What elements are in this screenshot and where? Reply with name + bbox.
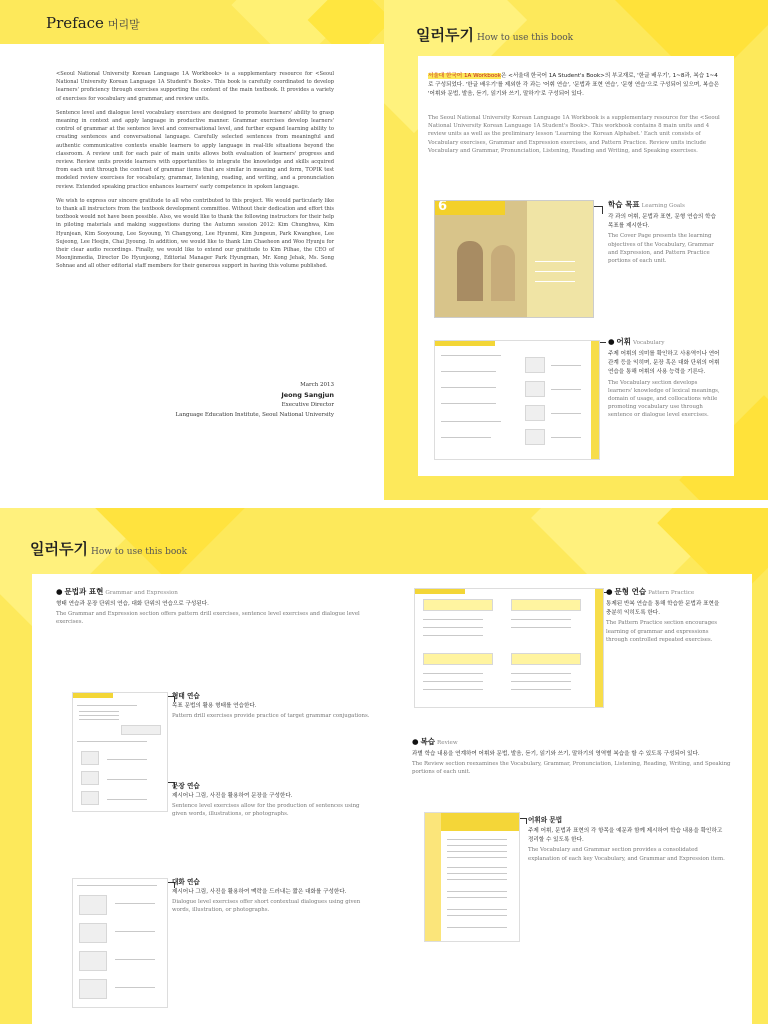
vocabulary-en: The Vocabulary section develops learners' knowledge of lexical meanings, domain of usage, and collocations while promoting vocabulary use through sentence or dialogue level exercises. xyxy=(608,379,720,419)
dialogue-heading: 대화 연습 xyxy=(172,878,200,886)
preface-date: March 2013 xyxy=(300,382,334,388)
vocab-grammar-en: The Vocabulary and Grammar section provides a consolidated explanation of each key Vocabulary, and Grammar and Expression item. xyxy=(528,847,725,862)
pattern-practice-section xyxy=(606,586,726,644)
bullet-icon: ● xyxy=(412,737,419,746)
pattern-heading xyxy=(606,586,726,597)
top-spread xyxy=(0,0,768,500)
preface-paragraph: Sentence level and dialogue level vocabulary exercises are designed to promote learners' ability to grasp meaning in context and apply language in productive manner. Grammar exercises develop learners' control of grammar at the sentence level and conversational level, and further expand learning ability to creating sentences and conversational language. Carefully selected sentences from meaningful and authentic communicative contexts enable learners to apply language in real-life situations beyond the classroom. A review unit for each pair of main units allows both evaluation of learners' progress and review. Review units provide learners with opportunities to integrate the knowledge and skills acquired from each unit through the contrast of grammar items that are similar in meaning and form, TOPIK test modeled review exercises for vocabulary, grammar, listening, reading, and writing, and a pronunciation review. Extended speaking practice enhances learners' early competence in spoken language. xyxy=(56,109,334,190)
form-practice xyxy=(172,690,372,720)
vocab-grammar-heading: 어휘와 문법 xyxy=(528,816,563,824)
review-heading-kr: 복습 xyxy=(420,737,436,746)
goals-en: The Cover Page presents the learning objectives of the Vocabulary, Grammar and Expression, and Pattern Practice portions of each unit. xyxy=(608,233,714,265)
pattern-heading-en: Pattern Practice xyxy=(648,590,695,596)
grammar-heading xyxy=(56,586,386,597)
person-figure xyxy=(457,241,483,301)
vocab-grammar-review xyxy=(528,814,728,863)
preface-signature: Jeong Sangjun xyxy=(281,391,334,399)
preface-paragraph: <Seoul National University Korean Language 1A Workbook> is a supplementary resource for <Seoul National University Korean Language 1A Student's Book>. This book is carefully coordinated to develop learners' proficiency through exercises supporting the content of the main textbook. It provides a variety of exercises for vocabulary and grammar, and review units. xyxy=(56,71,334,102)
grammar-thumbnail xyxy=(72,692,168,812)
dialogue-thumbnail xyxy=(72,878,168,1008)
unit-number: 6 xyxy=(438,200,448,214)
person-figure xyxy=(491,245,515,301)
pattern-en: The Pattern Practice section encourages learning of grammar and expressions through controlled repeated exercises. xyxy=(606,620,717,643)
dialogue-en: Dialogue level exercises offer short contextual dialogues using given words, illustration, or photographs. xyxy=(172,899,361,914)
goals-section xyxy=(608,199,720,265)
page-title xyxy=(30,538,187,559)
review-heading-en: Review xyxy=(437,740,458,746)
bullet-icon: ● xyxy=(606,587,613,596)
spread-gap xyxy=(0,500,768,508)
pattern-heading-kr: 문형 연습 xyxy=(614,587,647,596)
bullet-icon: ● xyxy=(608,337,615,346)
review-kr: 과별 학습 내용을 연계하여 어휘와 문법, 발음, 듣기, 읽기와 쓰기, 말하기의 영역별 복습을 할 수 있도록 구성되어 있다. xyxy=(412,751,700,757)
how-to-use-page-1 xyxy=(384,0,768,500)
intro-en: The Seoul National University Korean Language 1A Workbook is a supplementary resource for the <Seoul National University Korean Language 1A Student's Book>. This workbook contains 8 main units and 4 review units as well as the preliminary lesson 'Learning the Korean Alphabet.' Each unit consists of Vocabulary exercises, Grammar and Expression exercises, and Pattern Practice. Review units include Vocabulary and Grammar, Pronunciation, Listening, Reading and Writing, and Speaking exercises. xyxy=(428,115,720,154)
grammar-heading-kr: 문법과 표현 xyxy=(64,587,104,596)
bottom-spread xyxy=(0,508,768,1024)
goals-heading xyxy=(608,199,720,210)
vocabulary-heading-kr: 어휘 xyxy=(616,337,632,346)
intro-kr-text: 은 <서울대 한국어 1A Student's Book>의 부교재로, '한글 배우기', 1~8과, 복습 1~4로 구성되었다. '한글 배우기'를 제외한 각 과는 '어휘 연습', '문법과 표현 연습', '문형 연습'으로 구성되어 있으며, 복습은 '어휘와 문법, 발음, 듣기, 읽기와 쓰기, 말하기'로 구성되어 있다. xyxy=(428,73,720,98)
goals-heading-kr: 학습 목표 xyxy=(608,200,640,209)
vocab-grammar-kr: 주제 어휘, 문법과 표현의 각 항목을 예문과 함께 제시하여 학습 내용을 확인하고 정리할 수 있도록 한다. xyxy=(528,828,723,844)
content-card xyxy=(418,56,734,476)
page-title-kr: 일러두기 xyxy=(416,26,474,44)
page-title-en: How to use this book xyxy=(90,547,188,557)
preface-header-band xyxy=(0,0,384,44)
page-title-en: How to use this book xyxy=(476,33,574,43)
preface-paragraph: We wish to express our sincere gratitude to all who contributed to this project. We would particularly like to thank all instructors from the textbook development committee. Without their dedication and effort this textbook would not have been possible. Also, we would like to thank the following instructors for their help in piloting materials and making suggestions during the Autumn session 2012: Kim Chunghwa, Kim Hyunjean, Kim Sooyoung, Lee Soyoung, Yi Changyong, Lee Hyunmi, Kim Jungeun, Park Kwanghee, Lee Sujeong, Lee Heejin, Chai Jiyoung. In addition, we would like to thank Lim Chaeheon and Woo Hyunju for their clear audio recordings. Finally, we would like to extend our gratitude to Kim Pilhae, the CEO of Moonjinmedia, Director Do Hyunjeong, Editorial Manager Park Hyungman, Mr. Kong Jehak, Ms. Song Sohnae and all other editorial staff members for their generous support in having this volume published. xyxy=(56,197,334,270)
vocabulary-heading-en: Vocabulary xyxy=(633,340,665,346)
intro-kr xyxy=(428,72,720,100)
content-card xyxy=(32,574,752,1024)
grammar-kr: 형태 연습과 문장 단위의 연습, 대화 단위의 연습으로 구성된다. xyxy=(56,601,209,607)
vocabulary-section xyxy=(608,336,722,420)
grammar-en: The Grammar and Expression section offers pattern drill exercises, sentence level exercises and dialogue level exercises. xyxy=(56,611,360,626)
form-heading: 형태 연습 xyxy=(172,692,200,700)
pattern-practice-thumbnail xyxy=(414,588,604,708)
goals-kr: 각 과의 어휘, 문법과 표현, 문형 연습의 학습 목표를 제시한다. xyxy=(608,214,716,230)
form-en: Pattern drill exercises provide practice of target grammar conjugations. xyxy=(172,713,370,720)
sentence-heading: 문장 연습 xyxy=(172,782,200,790)
page-title xyxy=(416,24,573,45)
review-heading xyxy=(412,736,732,747)
preface-title xyxy=(46,14,140,32)
vocabulary-thumbnail xyxy=(434,340,600,460)
dialogue-kr: 제시어나 그림, 사진을 활용하여 맥락을 드러내는 짧은 대화를 구성한다. xyxy=(172,889,347,895)
vocabulary-kr: 주제 어휘의 의미를 확인하고 사용역이나 연어 관계 등을 익히며, 문장 혹은 대화 단위의 어휘 연습을 통해 어휘의 사용 능력을 기른다. xyxy=(608,351,720,376)
form-kr: 목표 문법의 활용 형태를 연습한다. xyxy=(172,703,257,709)
sentence-practice xyxy=(172,780,372,819)
goals-heading-en: Learning Goals xyxy=(641,203,685,209)
dialogue-practice xyxy=(172,876,372,915)
review-section xyxy=(412,736,732,777)
preface-signature-block xyxy=(140,380,334,420)
grammar-section xyxy=(56,586,386,627)
review-thumbnail xyxy=(424,812,520,942)
page-title-kr: 일러두기 xyxy=(30,540,88,558)
preface-role: Executive Director xyxy=(281,402,334,408)
sentence-kr: 제시어나 그림, 사진을 활용하여 문장을 구성한다. xyxy=(172,793,293,799)
preface-body xyxy=(56,70,334,277)
sentence-en: Sentence level exercises allow for the production of sentences using given words, illustrations, or photographs. xyxy=(172,803,360,818)
preface-title-kr: 머리말 xyxy=(107,18,140,31)
preface-page xyxy=(0,0,384,500)
grammar-heading-en: Grammar and Expression xyxy=(105,590,178,596)
pattern-kr: 통제된 반복 연습을 통해 학습한 문법과 표현을 충분히 익히도록 한다. xyxy=(606,601,720,617)
preface-institute: Language Education Institute, Seoul National University xyxy=(175,412,334,418)
review-en: The Review section reexamines the Vocabulary, Grammar, Pronunciation, Listening, Reading, Writing, and Speaking portions of each unit. xyxy=(412,761,731,776)
bullet-icon: ● xyxy=(56,587,63,596)
vocabulary-heading xyxy=(608,336,722,347)
cover-page-thumbnail xyxy=(434,200,594,318)
intro-highlight: 서울대 한국어 1A Workbook xyxy=(428,73,501,79)
preface-title-en: Preface xyxy=(46,14,104,32)
